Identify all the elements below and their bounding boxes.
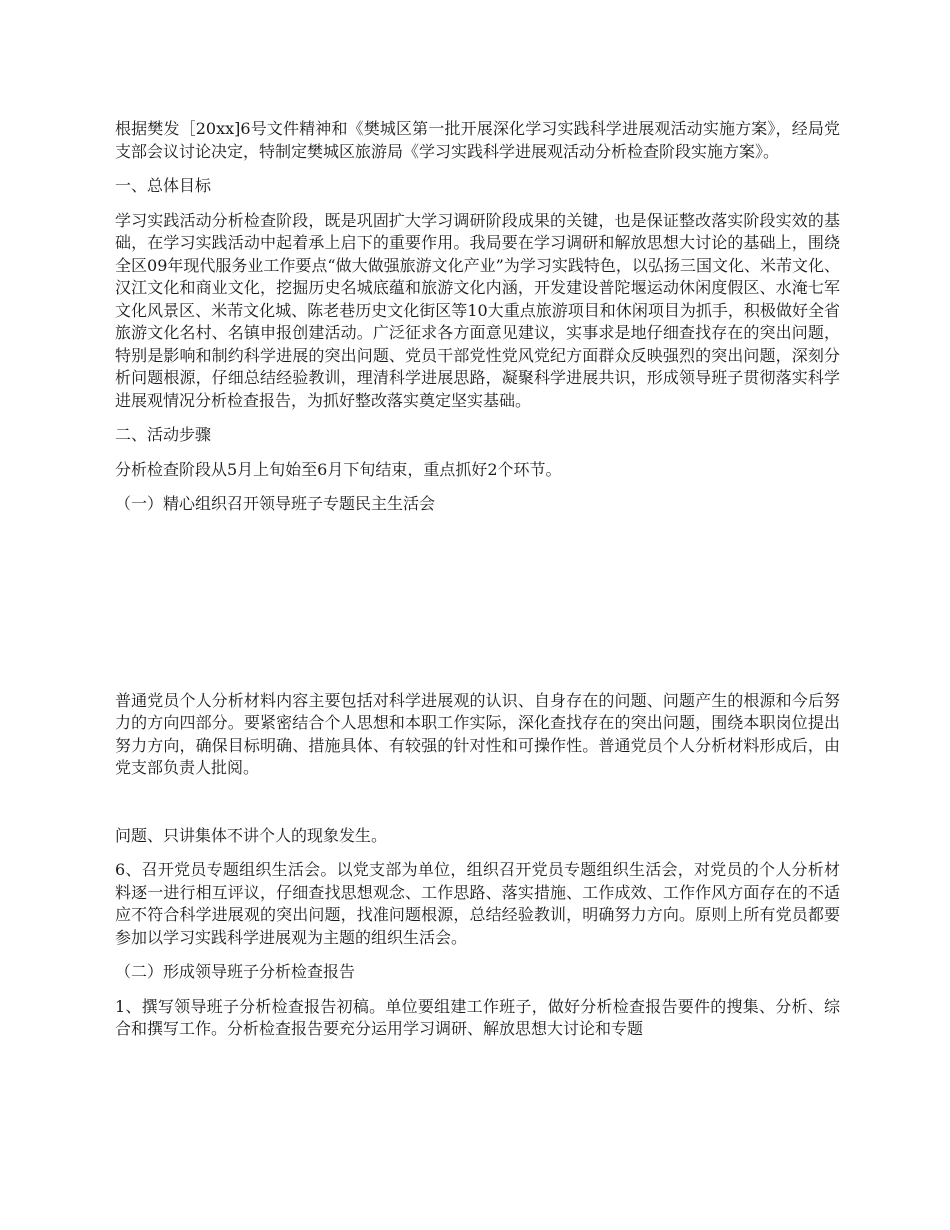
section-2-heading: 二、活动步骤 — [115, 425, 212, 444]
subsection-1-heading: （一）精心组织召开领导班子专题民主生活会 — [115, 494, 436, 513]
subsection-2-heading: （二）形成领导班子分析检查报告 — [115, 962, 356, 981]
section-1-heading: 一、总体目标 — [115, 176, 212, 195]
intro-paragraph: 根据樊发［20xx]6号文件精神和《樊城区第一批开展深化学习实践科学进展观活动实施方案》，经局党支部会议讨论决定，特制定樊城区旅游局《学习实践科学进展观活动分析检查阶段实施方案》。 — [115, 119, 840, 161]
blank-gap — [115, 528, 840, 690]
blank-gap — [115, 792, 840, 825]
item-1-paragraph: 1、撰写领导班子分析检查报告初稿。单位要组建工作班子，做好分析检查报告要件的搜集、分析、综合和撰写工作。分析检查报告要充分运用学习调研、解放思想大讨论和专题 — [115, 996, 840, 1038]
fragment-paragraph: 问题、只讲集体不讲个人的现象发生。 — [115, 825, 388, 845]
section-2-body: 分析检查阶段从5月上旬始至6月下旬结束，重点抓好2个环节。 — [115, 459, 562, 479]
section-1-body: 学习实践活动分析检查阶段，既是巩固扩大学习调研阶段成果的关键，也是保证整改落实阶段实效的基础，在学习实践活动中起着承上启下的重要作用。我局要在学习调研和解放思想大讨论的基础上，围绕全区09年现代服务业工作要点“做大做强旅游文化产业”为学习实践特色，以弘扬三国文化、米芾文化、汉江文化和商业文化，挖掘历史名城底蕴和旅游文化内涵，开发建设普陀堰运动休闲度假区、水淹七军文化风景区、米芾文化城、陈老巷历史文化街区等10大重点旅游项目和休闲项目为抓手，积极做好全省旅游文化名村、名镇申报创建活动。广泛征求各方面意见建议，实事求是地仔细查找存在的突出问题，特别是影响和制约科学进展的突出问题、党员干部党性党风党纪方面群众反映强烈的突出问题，深刻分析问题根源，仔细总结经验教训，理清科学进展思路，凝聚科学进展共识，形成领导班子贯彻落实科学进展观情况分析检查报告，为抓好整改落实奠定坚实基础。 — [115, 210, 840, 410]
item-6-paragraph: 6、召开党员专题组织生活会。以党支部为单位，组织召开党员专题组织生活会，对党员的个人分析材料逐一进行相互评议，仔细查找思想观念、工作思路、落实措施、工作成效、工作作风方面存在的不适应不符合科学进展观的突出问题，找准问题根源，总结经验教训，明确努力方向。原则上所有党员都要参加以学习实践科学进展观为主题的组织生活会。 — [115, 860, 840, 947]
document-page — [115, 118, 840, 1053]
member-materials-paragraph: 普通党员个人分析材料内容主要包括对科学进展观的认识、自身存在的问题、问题产生的根源和今后努力的方向四部分。要紧密结合个人思想和本职工作实际，深化查找存在的突出问题，围绕本职岗位提出努力方向，确保目标明确、措施具体、有较强的针对性和可操作性。普通党员个人分析材料形成后，由党支部负责人批阅。 — [115, 690, 840, 777]
